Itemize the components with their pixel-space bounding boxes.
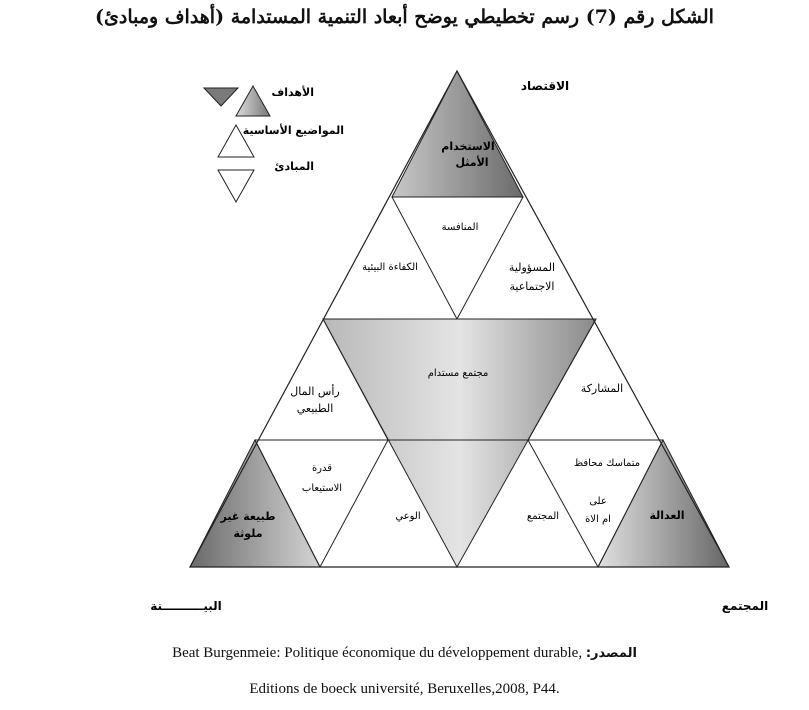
cell-unpolluted-nature-line1: طبيعة غير xyxy=(220,510,276,523)
cell-social-responsibility-line1: المسؤولية xyxy=(508,261,556,274)
source-citation: Beat Burgenmeie: Politique économique du développement durable, xyxy=(172,645,583,661)
cell-social-responsibility-line2: الاجتماعية xyxy=(509,280,555,293)
cell-competition: المنافسة xyxy=(441,222,479,233)
goal-triangle-left xyxy=(190,440,320,567)
cell-unpolluted-nature-line2: ملوثة xyxy=(233,527,263,540)
legend-goal-icon-down xyxy=(204,88,238,106)
figure-title: الشكل رقم (7) رسم تخطيطي يوضح أبعاد التنمية المستدامة (أهداف ومبادئ) xyxy=(95,6,714,28)
goal-triangle-top xyxy=(392,71,523,197)
cell-optimal-use-line1: الاستخدام xyxy=(441,140,495,153)
corner-economy: الاقتصاد xyxy=(520,79,570,93)
cell-awareness: الوعي xyxy=(395,511,421,522)
cell-sustainable-society: مجتمع مستدام xyxy=(427,368,489,379)
source-line-2: Editions de boeck université, Beruxelles,2008, P44. xyxy=(249,681,560,697)
center-inverted-triangle xyxy=(323,319,596,567)
cell-eco-efficiency: الكفاءة البيئية xyxy=(362,262,418,273)
legend-principles-label: المبادئ xyxy=(274,160,314,173)
corner-environment: البيــــــــــنة xyxy=(150,599,222,613)
legend-principle-icon xyxy=(218,170,254,202)
cell-cohesive-society-line1: متماسك محافظ xyxy=(573,458,641,469)
cell-justice: العدالة xyxy=(649,509,685,522)
source-line-1 xyxy=(0,645,809,662)
cell-cohesive-society-line2: على xyxy=(589,496,607,507)
cell-optimal-use-line2: الأمثل xyxy=(455,156,489,169)
legend-goal-icon-up xyxy=(236,86,270,116)
legend-goals-label: الأهداف xyxy=(271,86,314,99)
cell-society: المجتمع xyxy=(526,511,560,522)
cell-cohesive-society-line3: ام الاة xyxy=(585,514,611,525)
source-label: المصدر: xyxy=(585,646,637,661)
corner-society: المجتمع xyxy=(721,599,769,613)
cell-absorption-line1: قدرة xyxy=(311,463,333,474)
cell-natural-capital-line2: الطبيعي xyxy=(296,402,334,415)
legend-themes-label: المواضيع الأساسية xyxy=(242,124,344,137)
cell-natural-capital-line1: رأس المال xyxy=(290,385,340,398)
cell-participation: المشاركة xyxy=(580,382,624,395)
cell-absorption-line2: الاستيعاب xyxy=(301,483,343,494)
